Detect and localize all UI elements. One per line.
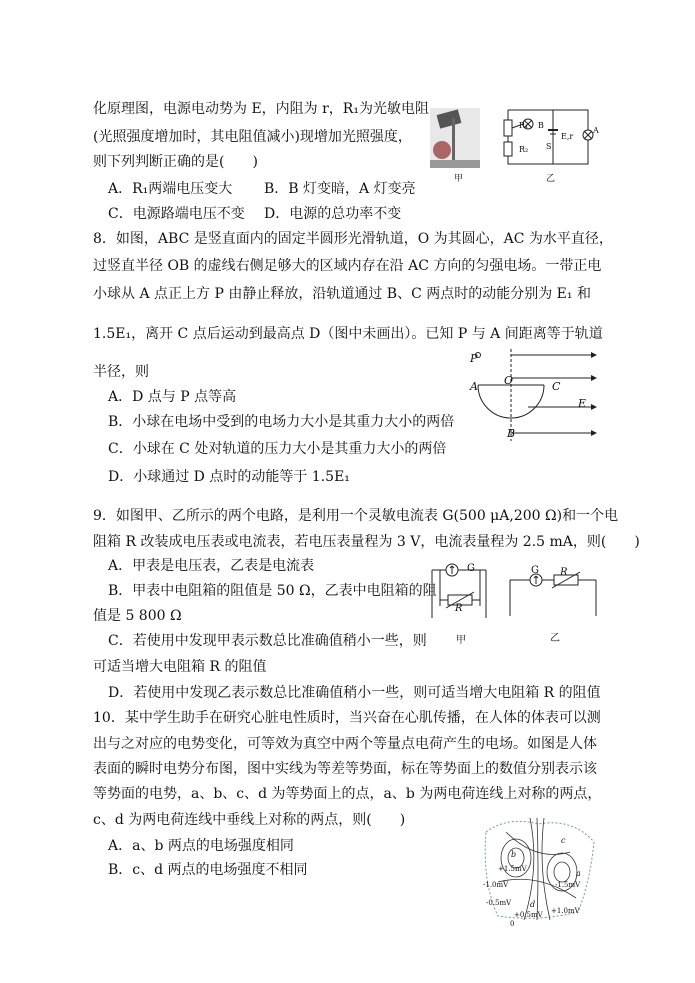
q7-line-1: 化原理图，电源电动势为 E，内阻为 r，R₁为光敏电阻 <box>93 101 429 117</box>
q10-label-a: a <box>576 869 581 878</box>
q7-circuit-label: 乙 <box>546 174 556 184</box>
q9-figure-yi <box>506 562 601 622</box>
q10-label-plus-1-5: +1.5mV <box>498 865 527 873</box>
q8-fig-o: O <box>504 374 514 387</box>
q9-fig-yi-label: 乙 <box>550 633 560 644</box>
q7-line-2: (光照强度增加时，其电阻值减小)现增加光照强度， <box>93 129 412 145</box>
q10-line-2: 出与之对应的电势变化，可等效为真空中两个等量点电荷产生的电场。如图是人体 <box>93 736 597 752</box>
q7-circuit-figure <box>498 102 598 172</box>
q8-line-2: 过竖直半径 OB 的虚线右侧足够大的区域内存在沿 AC 方向的匀强电场。一带正电 <box>93 258 602 274</box>
q9-fig-jia-g: G <box>467 563 475 574</box>
q9-line-1: 9．如图甲、乙所示的两个电路，是利用一个灵敏电流表 G(500 μA,200 Ω)和一个电 <box>93 508 619 524</box>
q7-option-d: D．电源的总功率不变 <box>264 206 402 222</box>
q8-line-1: 8．如图，ABC 是竖直面内的固定半圆形光滑轨道，O 为其圆心，AC 为水平直径， <box>93 231 613 247</box>
q7-line-3: 则下列判断正确的是( ) <box>93 154 258 170</box>
q10-label-minus-1-5: -1.5mV <box>555 881 581 889</box>
q7-fig-b: B <box>538 121 544 130</box>
q9-option-c-line-2: 可适当增大电阻箱 R 的阻值 <box>93 659 267 675</box>
q10-line-1: 10．某中学生助手在研究心脏电性质时，当兴奋在心肌传播，在人体的体表可以测 <box>93 710 601 726</box>
q8-line-4: 1.5E₁，离开 C 点后运动到最高点 D（图中未画出）。已知 P 与 A 间距离等于轨道 <box>93 326 603 342</box>
q7-fig-s: S <box>546 142 552 151</box>
q7-fig-er: E,r <box>561 132 574 141</box>
q8-fig-p: P <box>470 352 478 365</box>
q9-option-d: D．若使用中发现乙表示数总比准确值稍小一些，则可适当增大电阻箱 R 的阻值 <box>108 685 601 701</box>
q8-line-5: 半径，则 <box>93 364 149 380</box>
q7-photo-figure <box>430 108 480 178</box>
q8-fig-a: A <box>470 380 478 393</box>
q10-label-plus-1-0: +1.0mV <box>551 907 580 915</box>
q10-label-b: b <box>511 850 517 859</box>
q10-label-minus-1-0: -1.0mV <box>483 881 509 889</box>
q9-option-a: A．甲表是电压表，乙表是电流表 <box>108 558 315 574</box>
q10-label-minus-0-5: -0.5mV <box>486 899 512 907</box>
q7-fig-r1: R₁ <box>519 121 529 130</box>
q8-fig-c: C <box>552 380 561 393</box>
q9-fig-yi-r: R <box>560 567 568 578</box>
q9-fig-yi-g: G <box>531 565 539 576</box>
q8-option-d: D．小球通过 D 点时的动能等于 1.5E₁ <box>108 469 350 485</box>
q8-fig-e: E <box>578 397 587 410</box>
q9-option-b-line-1: B．甲表中电阻箱的阻值是 50 Ω，乙表中电阻箱的阻 <box>108 583 437 599</box>
q10-line-3: 表面的瞬时电势分布图，图中实线为等差等势面，标在等势面上的数值分别表示该 <box>93 761 597 777</box>
q7-option-c: C．电源路端电压不变 <box>108 206 245 222</box>
q10-option-a: A．a、b 两点的电场强度相同 <box>108 838 294 854</box>
q7-option-a: A．R₁两端电压变大 <box>108 181 233 197</box>
q10-option-b: B．c、d 两点的电场强度不相同 <box>108 862 308 878</box>
q8-line-3: 小球从 A 点正上方 P 由静止释放，沿轨道通过 B、C 两点时的动能分别为 E₁ 和 <box>93 286 591 302</box>
q9-option-b-line-2: 值是 5 800 Ω <box>93 608 182 624</box>
q8-option-a: A．D 点与 P 点等高 <box>108 389 237 405</box>
q9-fig-jia-label: 甲 <box>456 635 466 646</box>
q9-line-2: 阻箱 R 改装成电压表或电流表，若电压表量程为 3 V，电流表量程为 2.5 mA，则( ) <box>93 534 640 550</box>
q10-line-4: 等势面的电势，a、b、c、d 为等势面上的点，a、b 为两电荷连线上对称的两点， <box>93 786 602 802</box>
q9-fig-jia-r: R <box>455 603 463 614</box>
q7-photo-label: 甲 <box>454 174 464 184</box>
q10-label-d: d <box>530 900 536 909</box>
q10-label-c: c <box>561 836 566 845</box>
q10-label-zero: 0 <box>510 920 515 928</box>
q8-option-c: C．小球在 C 处对轨道的压力大小是其重力大小的两倍 <box>108 441 447 457</box>
q7-fig-r2: R₂ <box>519 145 529 154</box>
q9-option-c-line-1: C．若使用中发现甲表示数总比准确值稍小一些，则 <box>108 633 427 649</box>
q7-option-b: B．B 灯变暗，A 灯变亮 <box>264 181 416 197</box>
q7-fig-a: A <box>593 126 599 135</box>
q10-line-5: c、d 为两电荷连线中垂线上对称的两点，则( ) <box>93 812 406 828</box>
q10-label-plus-0-5: +0.5mV <box>514 911 543 919</box>
q8-option-b: B．小球在电场中受到的电场力大小是其重力大小的两倍 <box>108 414 455 430</box>
q8-fig-b: B <box>507 427 516 440</box>
